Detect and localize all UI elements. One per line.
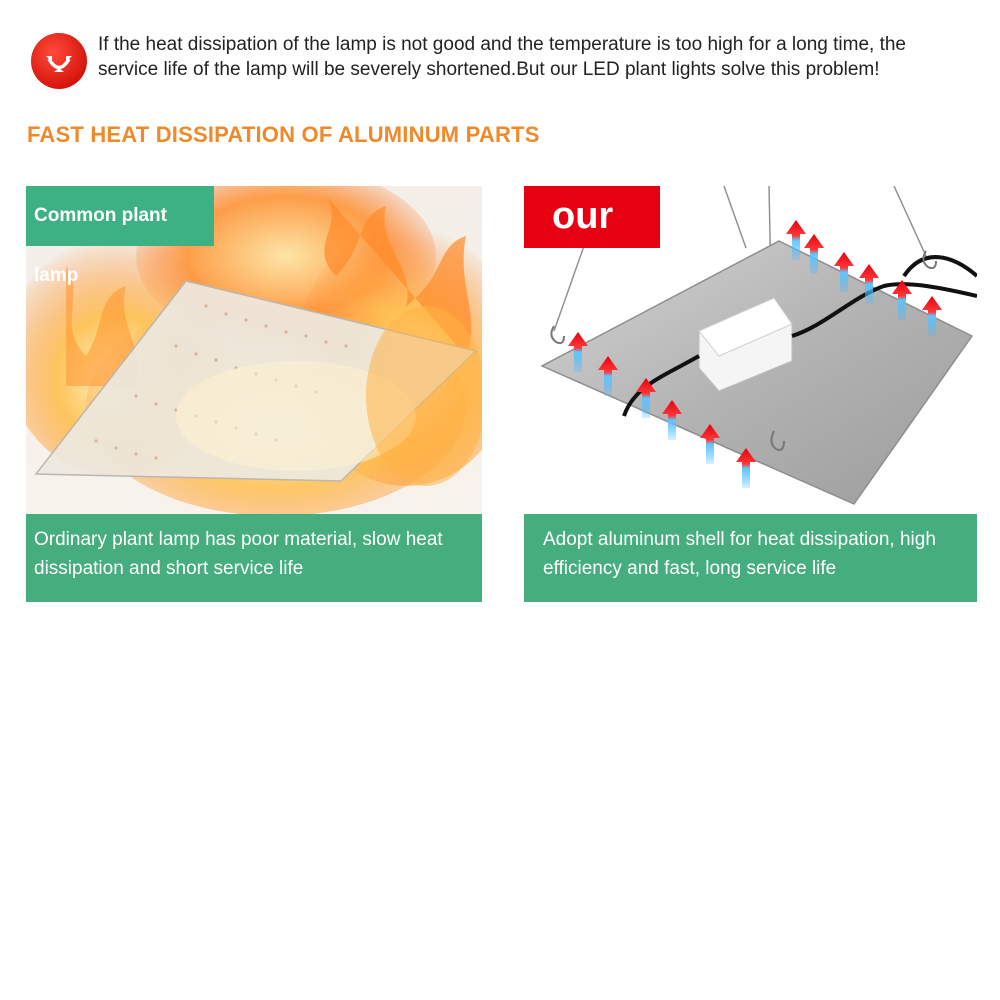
panel-our-lamp: [524, 186, 977, 602]
panel-common-lamp: [26, 186, 482, 602]
our-lamp-tag: our: [524, 186, 660, 248]
common-lamp-caption: Ordinary plant lamp has poor material, slow heat dissipation and short service life: [26, 514, 482, 602]
section-heading: FAST HEAT DISSIPATION OF ALUMINUM PARTS: [27, 122, 540, 147]
common-lamp-fire-image: [26, 186, 482, 514]
our-lamp-aluminum-image: [524, 186, 977, 514]
our-lamp-caption: Adopt aluminum shell for heat dissipation, high efficiency and fast, long service life: [524, 514, 977, 602]
common-plant-lamp-tag: Common plant lamp: [26, 186, 214, 246]
intro-block: [30, 28, 970, 98]
intro-text: If the heat dissipation of the lamp is not good and the temperature is too high for a long time, the service life of the lamp will be severely shortened.But our LED plant lights solve this problem!: [98, 34, 907, 80]
red-circle-arrows-icon: [30, 32, 88, 90]
